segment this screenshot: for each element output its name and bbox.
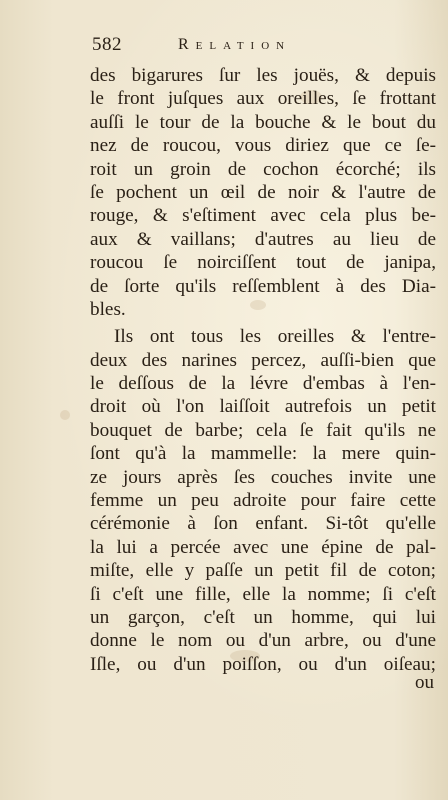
- text-line: auſſi le tour de la bouche & le bout du: [90, 111, 436, 133]
- text-line: bles.: [90, 298, 126, 320]
- text-line: ze jours après ſes couches invite une: [90, 466, 436, 488]
- paragraph-start-line: Ils ont tous les oreilles & l'entre-: [114, 326, 436, 348]
- text-line: un garçon, c'eſt un homme, qui lui: [90, 606, 436, 628]
- text-line: le front juſques aux oreilles, ſe frottant: [90, 88, 436, 110]
- text-line: cérémonie à ſon enfant. Si-tôt qu'elle: [90, 513, 436, 535]
- text-line: ſe pochent un œil de noir & l'autre de: [90, 181, 436, 203]
- text-line: femme un peu adroite pour faire cette: [90, 490, 436, 512]
- paper-stain: [60, 410, 70, 420]
- text-line: nez de roucou, vous diriez que ce ſe-: [90, 135, 436, 157]
- text-line: aux & vaillans; d'autres au lieu de: [90, 228, 436, 250]
- catchword: ou: [415, 672, 434, 693]
- text-line: de ſorte qu'ils reſſemblent à des Dia-: [90, 275, 436, 297]
- text-line: deux des narines percez, auſſi-bien que: [90, 349, 436, 371]
- text-line: ſont qu'à la mammelle: la mere quin-: [90, 443, 436, 465]
- text-line: Iſle, ou d'un poiſſon, ou d'un oiſeau;: [90, 653, 436, 675]
- text-line: bouquet de barbe; cela ſe fait qu'ils ne: [90, 419, 436, 441]
- text-line: miſte, elle y paſſe un petit fil de coton;: [90, 560, 436, 582]
- page-header: [92, 34, 362, 58]
- text-line: rouge, & s'eſtiment avec cela plus be-: [90, 205, 436, 227]
- body-text: [90, 64, 436, 676]
- text-line: ſi c'eſt une fille, elle la nomme; ſi c'eſt: [90, 583, 436, 605]
- text-line: la lui a percée avec une épine de pal-: [90, 536, 436, 558]
- text-line: des bigarures ſur les jouës, & depuis: [90, 65, 436, 86]
- text-line: roit un groin de cochon écorché; ils: [90, 158, 436, 180]
- text-line: roucou ſe noirciſſent tout de janipa,: [90, 252, 436, 274]
- running-title: Relation: [178, 36, 292, 53]
- text-line: droit où l'on laiſſoit autrefois un petit: [90, 396, 436, 418]
- text-line: le deſſous de la lévre d'embas à l'en-: [90, 373, 436, 395]
- page-number: 582: [92, 34, 122, 55]
- text-line: donne le nom ou d'un arbre, ou d'une: [90, 630, 436, 652]
